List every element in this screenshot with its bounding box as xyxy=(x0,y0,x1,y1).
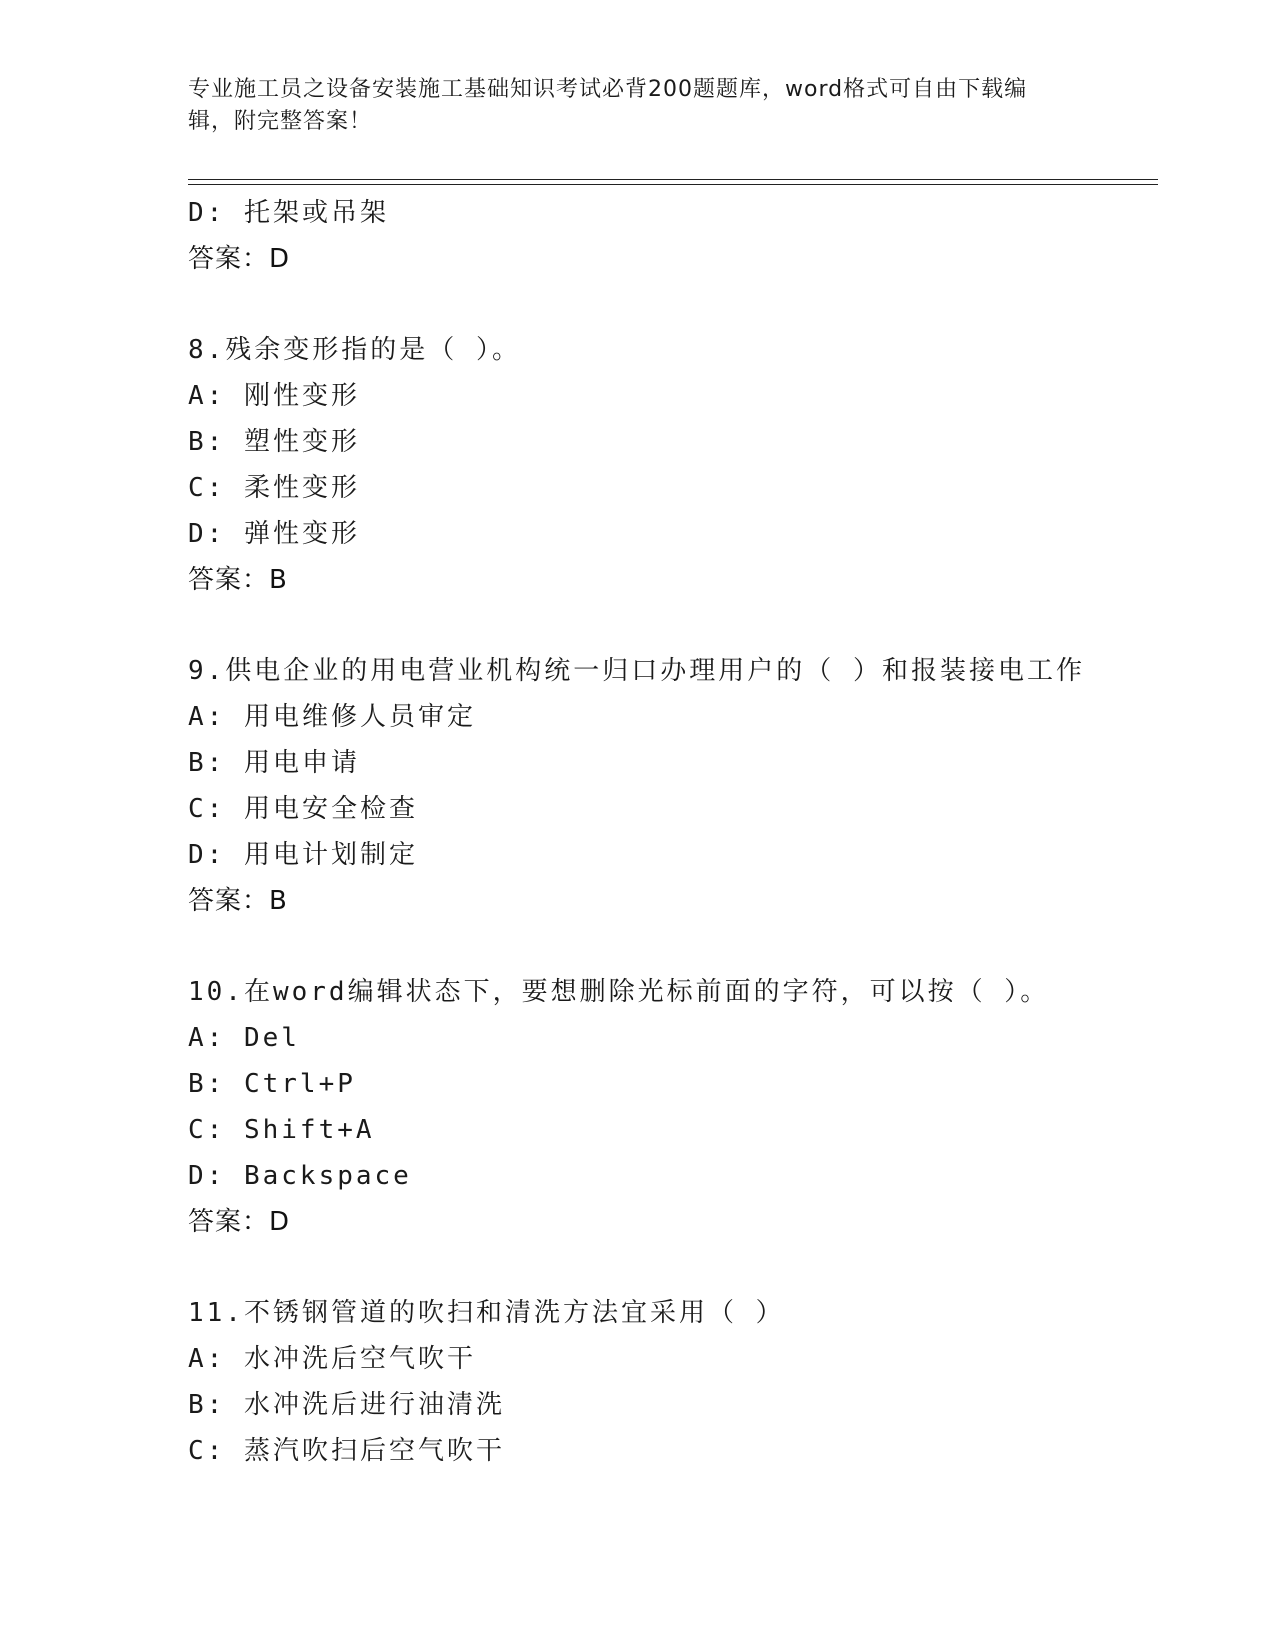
question-10-title: 10.在word编辑状态下，要想删除光标前面的字符，可以按（ ）。 xyxy=(188,977,1050,1007)
question-9-title: 9.供电企业的用电营业机构统一归口办理用户的（ ）和报装接电工作 xyxy=(188,656,1085,686)
question-8-answer: 答案：B xyxy=(188,565,288,595)
question-10-option-a: A: Del xyxy=(188,1023,300,1053)
spacer xyxy=(188,1245,1148,1290)
document-header: 专业施工员之设备安装施工基础知识考试必背200题题库，word格式可自由下载编辑，附完整答案！ xyxy=(188,77,1028,134)
spacer xyxy=(188,603,1148,648)
question-8-option-a: A: 刚性变形 xyxy=(188,381,360,411)
answer-q7: 答案：D xyxy=(188,244,291,274)
question-10-answer: 答案：D xyxy=(188,1207,291,1237)
question-8-option-d: D: 弹性变形 xyxy=(188,519,360,549)
question-11-option-b: B: 水冲洗后进行油清洗 xyxy=(188,1390,505,1420)
header-divider-bottom xyxy=(188,184,1158,185)
question-11-option-c: C: 蒸汽吹扫后空气吹干 xyxy=(188,1436,505,1466)
spacer xyxy=(188,924,1148,969)
question-9-option-b: B: 用电申请 xyxy=(188,748,360,778)
question-9-option-a: A: 用电维修人员审定 xyxy=(188,702,476,732)
question-9-answer: 答案：B xyxy=(188,886,288,916)
question-content xyxy=(188,190,1148,1474)
question-11-title: 11.不锈钢管道的吹扫和清洗方法宜采用（ ） xyxy=(188,1298,785,1328)
option-d-q7: D: 托架或吊架 xyxy=(188,198,389,228)
question-11-option-a: A: 水冲洗后空气吹干 xyxy=(188,1344,476,1374)
header-divider-top xyxy=(188,179,1158,180)
question-9-option-c: C: 用电安全检查 xyxy=(188,794,418,824)
question-10-option-b: B: Ctrl+P xyxy=(188,1069,356,1099)
question-9-option-d: D: 用电计划制定 xyxy=(188,840,418,870)
question-10-option-d: D: Backspace xyxy=(188,1161,412,1191)
question-8-option-c: C: 柔性变形 xyxy=(188,473,360,503)
question-10-option-c: C: Shift+A xyxy=(188,1115,375,1145)
question-8-option-b: B: 塑性变形 xyxy=(188,427,360,457)
question-8-title: 8.残余变形指的是（ ）。 xyxy=(188,335,521,365)
spacer xyxy=(188,282,1148,327)
